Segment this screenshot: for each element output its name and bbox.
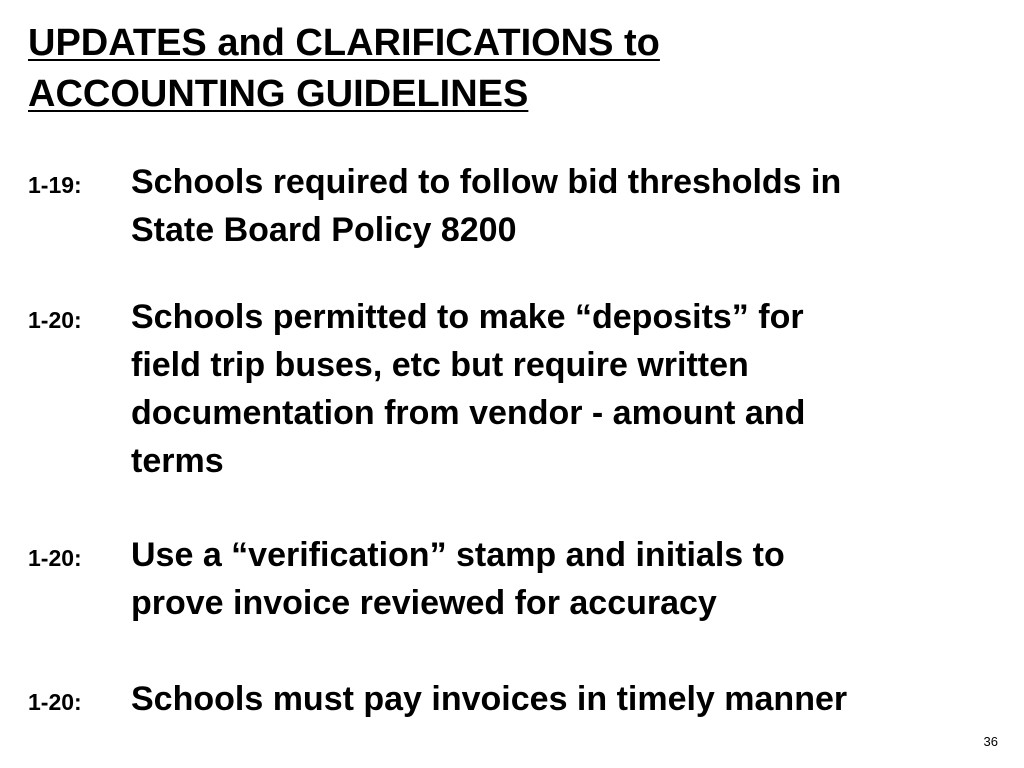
slide-title [28,18,928,120]
entry-text [131,293,981,485]
entry-text-line: Schools permitted to make “deposits” for [131,298,804,336]
entry-code: 1-20: [28,545,82,571]
entry-text [131,531,981,627]
entry-text-line: terms [131,442,224,480]
entry-text [131,158,981,254]
slide-title-line-1: UPDATES and CLARIFICATIONS to [28,22,660,64]
entry-text-line: field trip buses, etc but require written [131,346,749,384]
entry-text-line: Use a “verification” stamp and initials to [131,536,785,574]
entry-code: 1-19: [28,172,82,198]
entry-code: 1-20: [28,689,82,715]
page-number: 36 [983,734,998,749]
entry-text-line: documentation from vendor - amount and [131,394,806,432]
slide-title-line-2: ACCOUNTING GUIDELINES [28,73,529,115]
entry-text-line: Schools required to follow bid thresholds in [131,163,842,201]
entry-text-line: State Board Policy 8200 [131,211,517,249]
entry-text [131,675,981,723]
entry-text-line: Schools must pay invoices in timely manner [131,680,848,718]
entry-code: 1-20: [28,307,82,333]
entry-text-line: prove invoice reviewed for accuracy [131,584,717,622]
